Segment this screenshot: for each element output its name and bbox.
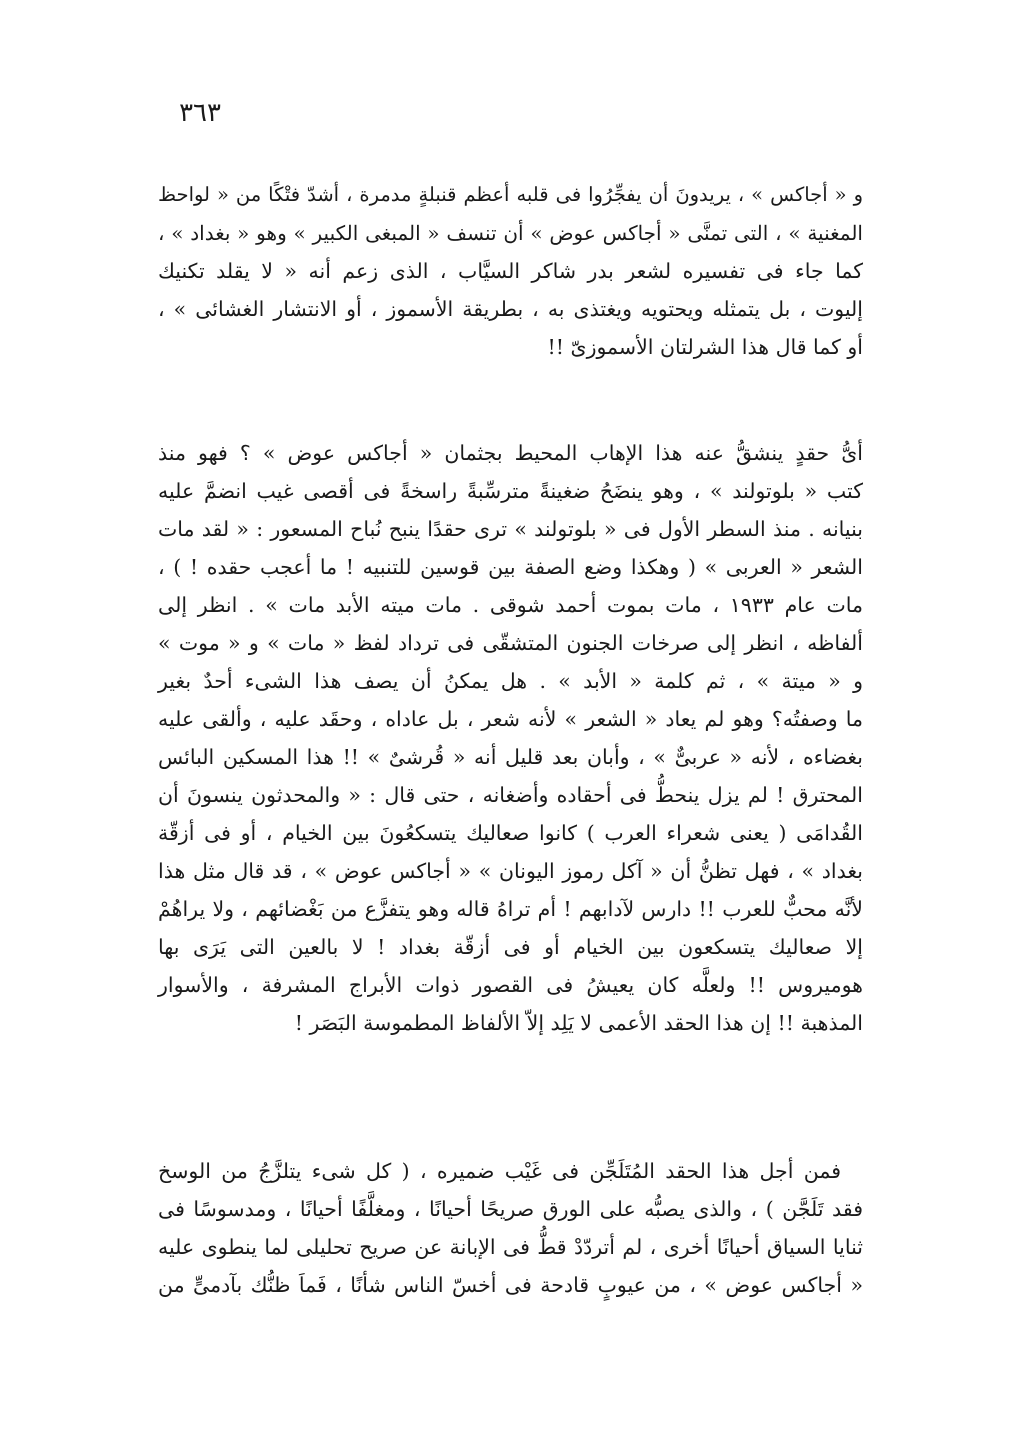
text-line: أىُّ حقدٍ ينشقُّ عنه هذا الإهاب المحيط بجثمان « أجاكس عوض » ؟ فهو منذ	[158, 441, 863, 465]
text-line: و « أجاكس » ، يريدونَ أن يفجِّرُوا فى قلبه أعظم قنبلةٍ مدمرة ، أشدّ فتْكًا من « لواحظ	[158, 183, 863, 206]
paragraph-1	[158, 176, 863, 366]
text-line: إلا صعاليك يتسكعون بين الخيام أو فى أزقّة بغداد ! لا بالعين التى يَرَى بها	[158, 935, 863, 959]
text-line: المذهبة !! إن هذا الحقد الأعمى لا يَلِد إلاّ الألفاظ المطموسة البَصَر !	[294, 1011, 863, 1035]
text-line: و « ميتة » ، ثم كلمة « الأبد » . هل يمكنُ أن يصف هذا الشىء أحدٌ بغير	[158, 669, 863, 693]
text-line: ألفاظه ، انظر إلى صرخات الجنون المتشقّى فى ترداد لفظ « مات » و « موت »	[158, 631, 863, 655]
text-line: لأنَّه محبٌّ للعرب !! دارس لآدابهم ! أم تراهُ قاله وهو يتفزَّع من بَغْضائهم ، ولا يراهُمْ	[158, 897, 863, 921]
text-line: بنيانه . منذ السطر الأول فى « بلوتولند » ترى حقدًا ينبح نُباح المسعور : « لقد مات	[158, 517, 863, 541]
text-line: الشعر « العربى » ( وهكذا وضع الصفة بين قوسين للتنبيه ! ما أعجب حقده ! ) ،	[158, 555, 863, 579]
text-line: كما جاء فى تفسيره لشعر بدر شاكر السيَّاب ، الذى زعم أنه « لا يقلد تكنيك	[158, 259, 863, 283]
text-line: كتب « بلوتولند » ، وهو ينضَحُ ضغينةً مترسِّبةً راسخةً فى أقصى غيب انضمَّ عليه	[158, 479, 863, 503]
text-line: بغضاءه ، لأنه « عربىٌّ » ، وأبان بعد قليل أنه « قُرشىٌ » !! هذا المسكين البائس	[158, 745, 863, 769]
text-line: بغداد » ، فهل تظنُّ أن « آكل رموز اليونان » « أجاكس عوض » ، قد قال مثل هذا	[158, 859, 863, 883]
page-number: ٣٦٣	[179, 98, 221, 128]
text-line: أو كما قال هذا الشرلتان الأسموزىّ !!	[547, 335, 863, 359]
text-line: المحترق ! لم يزل ينحطُّ فى أحقاده وأضغانه ، حتى قال : « والمحدثون ينسونَ أن	[158, 783, 863, 807]
text-line: فقد تَلَجَّن ) ، والذى يصبُّه على الورق صريحًا أحيانًا ، ومغلَّفًا أحيانًا ، ومدسوسًا فى	[158, 1197, 863, 1221]
text-line: هوميروس !! ولعلَّه كان يعيشُ فى القصور ذوات الأبراج المشرفة ، والأسوار	[158, 973, 863, 997]
paragraph-2	[158, 434, 863, 1042]
text-line: فمن أجل هذا الحقد المُتَلَجِّن فى غَيْب ضميره ، ( كل شىء يتلزَّجُ من الوسخ	[158, 1159, 841, 1183]
text-line: ثنايا السياق أحيانًا أخرى ، لم أتردّدْ قطُّ فى الإبانة عن صريح تحليلى لما ينطوى عليه	[158, 1235, 863, 1259]
text-line: إليوت ، بل يتمثله ويحتويه ويغتذى به ، بطريقة الأسموز ، أو الانتشار الغشائى » ،	[158, 297, 863, 321]
text-line: ما وصفتُه؟ وهو لم يعاد « الشعر » لأنه شعر ، بل عاداه ، وحقَد عليه ، وألقى عليه	[158, 707, 863, 731]
text-line: مات عام ١٩٣٣ ، مات بموت أحمد شوقى . مات ميته الأبد مات » . انظر إلى	[158, 593, 863, 617]
text-line: القُدامَى ( يعنى شعراء العرب ) كانوا صعاليك يتسكعُونَ بين الخيام ، أو فى أزقّة	[158, 821, 863, 845]
text-line: « أجاكس عوض » ، من عيوبٍ قادحة فى أخسّ الناس شأنًا ، فَماَ ظنُّك بآدمىٍّ من	[158, 1273, 863, 1297]
text-line: المغنية » ، التى تمنَّى « أجاكس عوض » أن تنسف « المبغى الكبير » وهو « بغداد » ،	[158, 221, 863, 245]
paragraph-3	[158, 1152, 863, 1304]
